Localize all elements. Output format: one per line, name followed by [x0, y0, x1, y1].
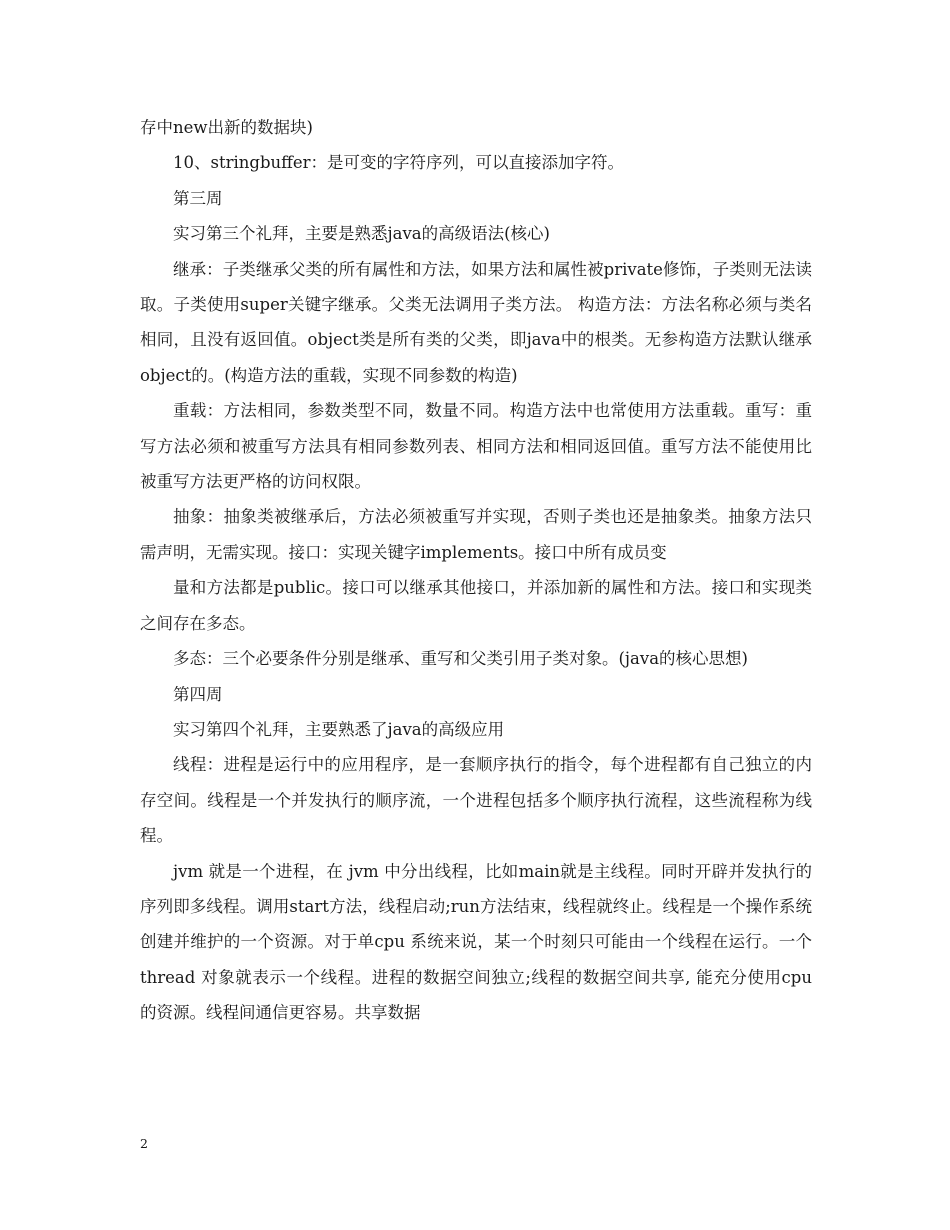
- paragraph-overloading: 重载：方法相同，参数类型不同，数量不同。构造方法中也常使用方法重载。重写：重写方法必须和被重写方法具有相同参数列表、相同方法和相同返回值。重写方法不能使用比被重写方法更严格的访问权限。: [140, 401, 812, 492]
- paragraph-1: 存中new出新的数据块): [140, 118, 313, 137]
- paragraph-2: 10、stringbuffer：是可变的字符序列，可以直接添加字符。: [173, 153, 625, 173]
- paragraph-interface: 量和方法都是public。接口可以继承其他接口，并添加新的属性和方法。接口和实现类之间存在多态。: [140, 578, 812, 633]
- paragraph-jvm: jvm 就是一个进程，在 jvm 中分出线程，比如main就是主线程。同时开辟并发执行的序列即多线程。调用start方法，线程启动;run方法结束，线程就终止。线程是一个操作系统创建并维护的一个资源。对于单cpu 系统来说，某一个时刻只可能由一个线程在运行。一个 thread 对象就表示一个线程。进程的数据空间独立;线程的数据空间共享, 能充分使用cpu 的资源。线程间通信更容易。共享数据: [140, 861, 812, 1023]
- paragraph-threads: 线程：进程是运行中的应用程序，是一套顺序执行的指令，每个进程都有自己独立的内存空间。线程是一个并发执行的顺序流，一个进程包括多个顺序执行流程，这些流程称为线程。: [140, 755, 812, 846]
- section-heading-week-4: 第四周: [173, 684, 223, 704]
- paragraph-polymorphism: 多态：三个必要条件分别是继承、重写和父类引用子类对象。(java的核心思想): [173, 649, 748, 669]
- paragraph-abstraction: 抽象：抽象类被继承后，方法必须被重写并实现，否则子类也还是抽象类。抽象方法只需声明，无需实现。接口：实现关键字implements。接口中所有成员变: [140, 507, 812, 562]
- paragraph-inheritance: 继承：子类继承父类的所有属性和方法，如果方法和属性被private修饰，子类则无法读取。子类使用super关键字继承。父类无法调用子类方法。 构造方法：方法名称必须与类名相同，且没有返回值。object类是所有类的父类，即java中的根类。无参构造方法默认继承object的。(构造方法的重载，实现不同参数的构造): [140, 259, 812, 385]
- paragraph-4: 实习第三个礼拜，主要是熟悉java的高级语法(核心): [173, 224, 550, 244]
- page-number: 2: [140, 1136, 148, 1151]
- document-body: [140, 110, 812, 1031]
- paragraph-11: 实习第四个礼拜，主要熟悉了java的高级应用: [173, 719, 505, 739]
- section-heading-week-3: 第三周: [173, 188, 223, 208]
